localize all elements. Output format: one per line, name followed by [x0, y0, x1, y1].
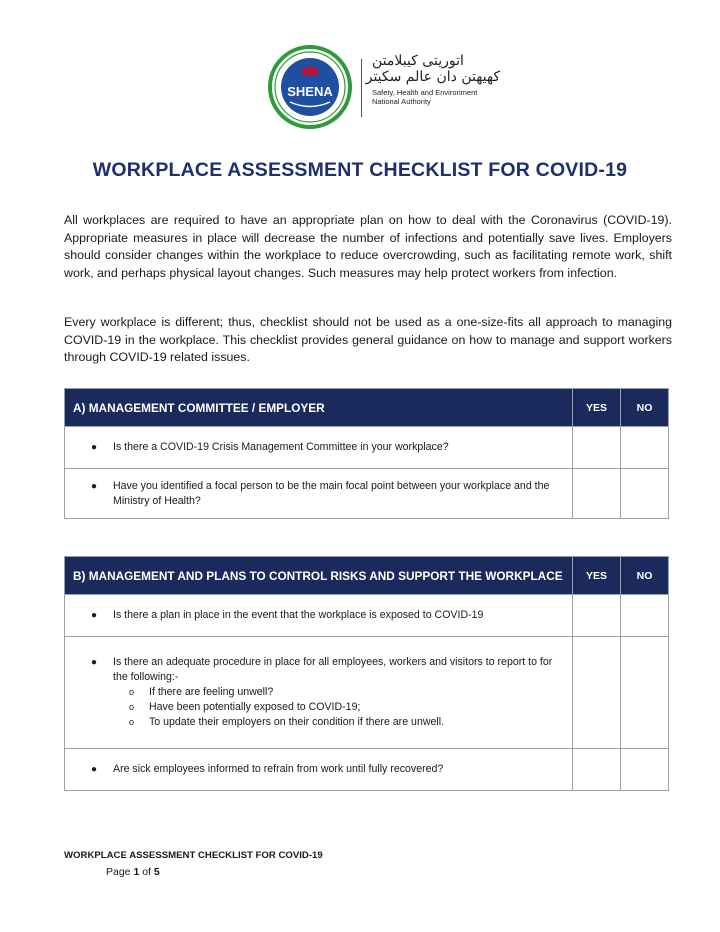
- footer-title: WORKPLACE ASSESSMENT CHECKLIST FOR COVID-19: [64, 850, 323, 861]
- question-cell: [65, 469, 573, 519]
- table-row: [65, 749, 669, 791]
- document-title: WORKPLACE ASSESSMENT CHECKLIST FOR COVID-19: [92, 159, 628, 181]
- table-row: [65, 595, 669, 637]
- urdu-name-line-2: کهیهتن دان عالم سکیتر: [365, 69, 500, 85]
- section-b-header-row: [65, 557, 669, 595]
- no-answer-cell[interactable]: [621, 749, 669, 791]
- section-b-no-header: NO: [621, 557, 669, 595]
- yes-answer-cell[interactable]: [573, 595, 621, 637]
- logo-divider: [361, 59, 362, 117]
- section-a-yes-header: YES: [573, 389, 621, 427]
- table-row: [65, 427, 669, 469]
- intro-paragraph-2: Every workplace is different; thus, checklist should not be used as a one-size-fits all approach to managing COVID-19 in the workplace. This checklist provides general guidance on how to manage and support workers through COVID-19 related issues.: [64, 315, 672, 365]
- bullet-icon: ●: [91, 442, 98, 453]
- question-text: Is there a plan in place in the event that the workplace is exposed to COVID-19: [113, 609, 484, 621]
- sub-item-text: Have been potentially exposed to COVID-19;: [149, 701, 361, 713]
- table-row: [65, 469, 669, 519]
- page-current: 1: [133, 866, 140, 878]
- sub-item-list: [113, 685, 564, 730]
- section-a-header-row: [65, 389, 669, 427]
- bullet-icon: ●: [91, 657, 98, 668]
- question-cell: [65, 749, 573, 791]
- no-answer-cell[interactable]: [621, 595, 669, 637]
- no-answer-cell[interactable]: [621, 469, 669, 519]
- sub-item-text: If there are feeling unwell?: [149, 686, 274, 698]
- section-a-heading: A) MANAGEMENT COMMITTEE / EMPLOYER: [65, 389, 573, 427]
- yes-answer-cell[interactable]: [573, 637, 621, 749]
- yes-answer-cell[interactable]: [573, 427, 621, 469]
- question-cell: [65, 595, 573, 637]
- urdu-name-line-1: اتوریتی کیبلامتن: [372, 53, 464, 69]
- no-answer-cell[interactable]: [621, 427, 669, 469]
- question-cell: [65, 637, 573, 749]
- page-total: 5: [153, 866, 160, 878]
- section-a-table: [64, 388, 669, 519]
- page-number: [106, 866, 160, 878]
- bullet-icon: ●: [91, 480, 98, 492]
- authority-name-block: [365, 53, 500, 123]
- authority-caption-line-1: Safety, Health and Environment: [372, 88, 478, 97]
- question-cell: [65, 427, 573, 469]
- authority-caption-line-2: National Authority: [372, 97, 431, 106]
- yes-answer-cell[interactable]: [573, 749, 621, 791]
- page-word: Page: [106, 866, 131, 878]
- section-b-yes-header: YES: [573, 557, 621, 595]
- header-logos: [268, 45, 498, 127]
- bullet-icon: ●: [91, 610, 98, 621]
- bullet-icon: ●: [91, 764, 98, 775]
- shena-logo: [268, 45, 352, 129]
- circle-bullet-icon: o: [129, 717, 135, 727]
- yes-answer-cell[interactable]: [573, 469, 621, 519]
- list-item: [129, 685, 564, 700]
- list-item: [129, 700, 564, 715]
- question-text: Have you identified a focal person to be the main focal point between your workplace and the Ministry of Health?: [113, 479, 550, 507]
- section-a-no-header: NO: [621, 389, 669, 427]
- circle-bullet-icon: o: [129, 687, 135, 697]
- logo-badge-text: SHENA: [287, 84, 333, 99]
- list-item: [129, 715, 564, 730]
- question-text: Are sick employees informed to refrain from work until fully recovered?: [113, 763, 444, 775]
- no-answer-cell[interactable]: [621, 637, 669, 749]
- section-b-heading: B) MANAGEMENT AND PLANS TO CONTROL RISKS AND SUPPORT THE WORKPLACE: [65, 557, 573, 595]
- section-b-table: [64, 556, 669, 791]
- of-word: of: [142, 866, 151, 878]
- circle-bullet-icon: o: [129, 702, 135, 712]
- question-text: Is there a COVID-19 Crisis Management Committee in your workplace?: [113, 441, 449, 453]
- sub-item-text: To update their employers on their condition if there are unwell.: [149, 716, 445, 728]
- table-row: [65, 637, 669, 749]
- question-text: Is there an adequate procedure in place for all employees, workers and visitors to report to for the following:-: [113, 656, 553, 683]
- intro-paragraph-1: All workplaces are required to have an appropriate plan on how to deal with the Coronavirus (COVID-19). Appropriate measures in place will decrease the number of infections and potentially save lives. Employers should consider changes within the workplace to reduce overcrowding, such as facilitating remote work, shift work, and perhaps physical layout changes. Such measures may help protect workers from infection.: [64, 213, 672, 280]
